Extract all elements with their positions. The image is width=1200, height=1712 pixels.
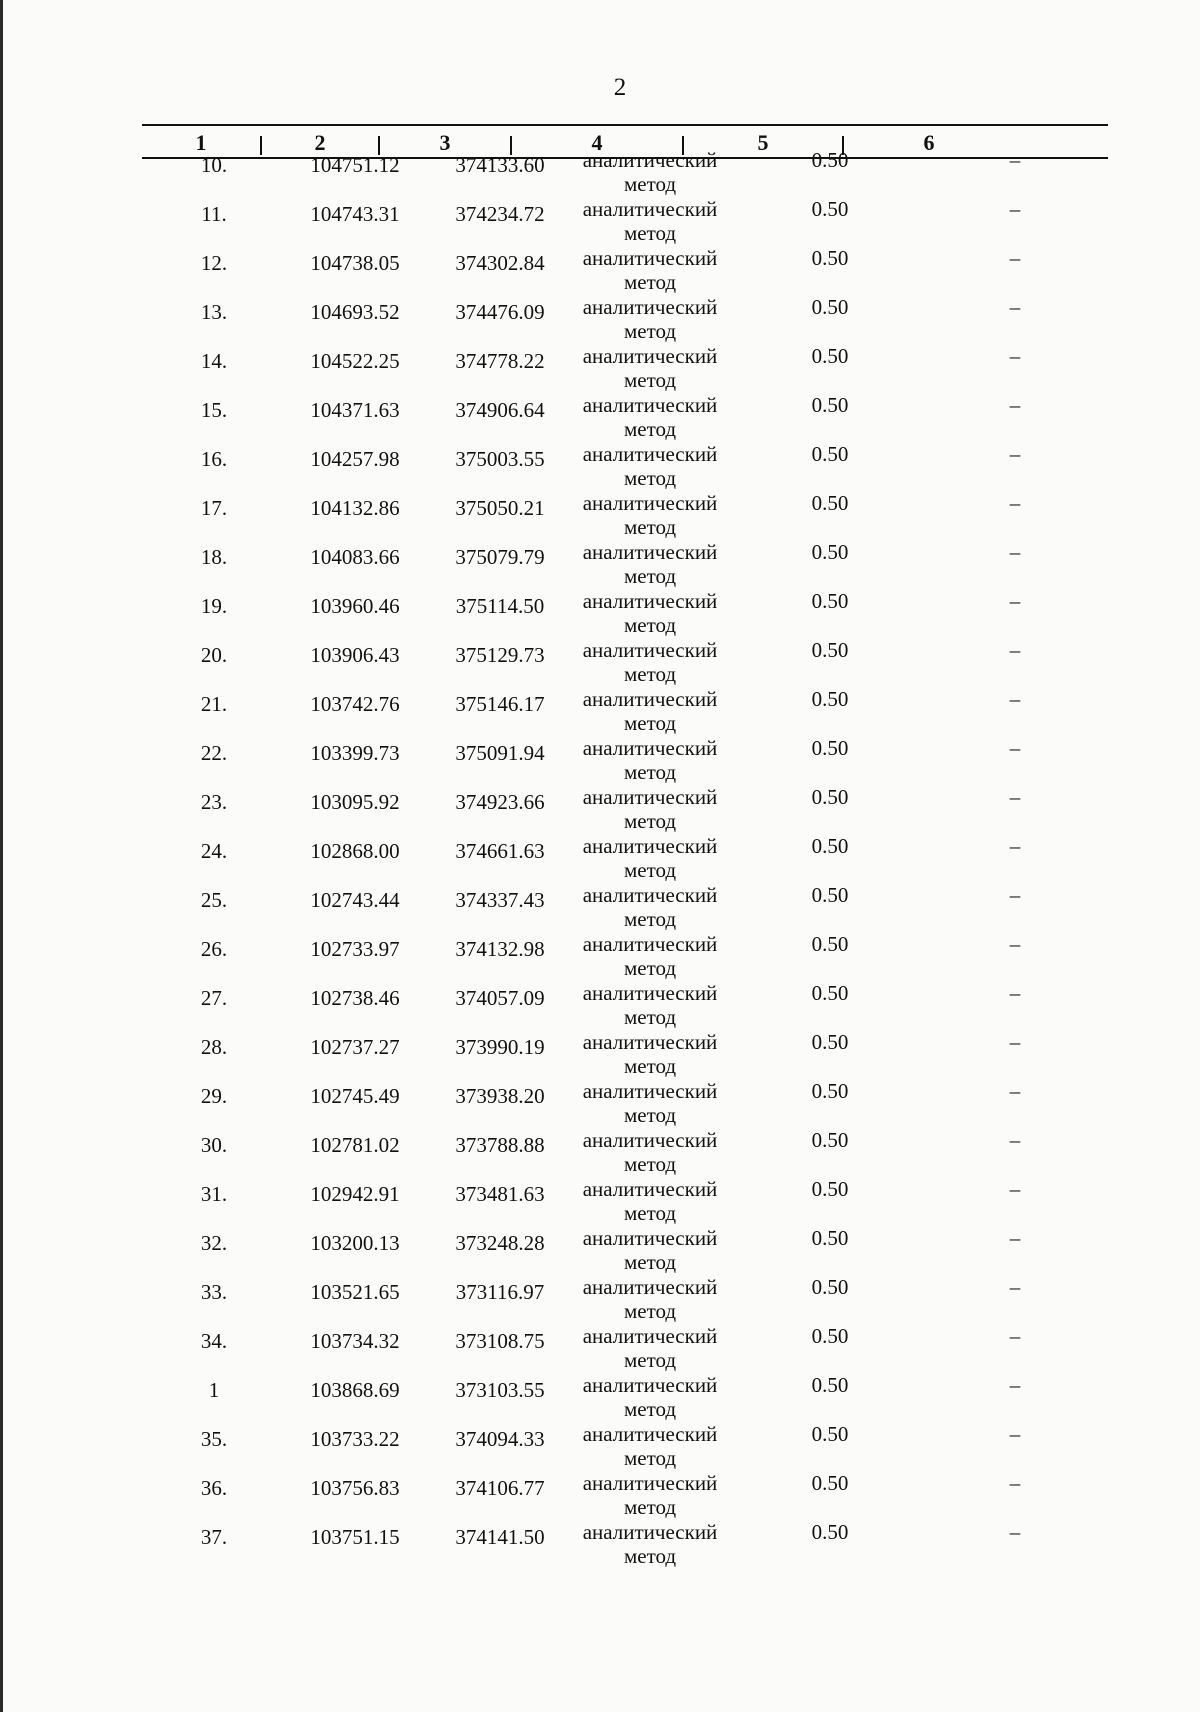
method-cell <box>560 295 740 343</box>
table-row <box>0 1520 1200 1569</box>
method-line-2: метод <box>623 858 677 882</box>
point-number: 29. <box>200 1084 228 1108</box>
point-number: 14. <box>200 349 228 373</box>
coord-x: 102781.02 <box>310 1133 400 1157</box>
accuracy-value: 0.50 <box>811 1324 849 1348</box>
description-dash: – <box>1009 1275 1021 1299</box>
description-dash: – <box>1009 344 1021 368</box>
accuracy-value: 0.50 <box>811 491 849 515</box>
coord-x: 103756.83 <box>310 1476 400 1500</box>
table-row <box>0 148 1200 197</box>
point-number: 37. <box>200 1525 228 1549</box>
description-dash: – <box>1009 295 1021 319</box>
coord-x: 103742.76 <box>310 692 400 716</box>
point-number: 32. <box>200 1231 228 1255</box>
method-line-2: метод <box>623 1446 677 1470</box>
method-line-2: метод <box>623 172 677 196</box>
method-cell <box>560 638 740 686</box>
coord-y: 374778.22 <box>455 349 545 373</box>
method-line-2: метод <box>623 1348 677 1372</box>
method-line-1: аналитический <box>582 834 718 858</box>
coord-y: 374476.09 <box>455 300 545 324</box>
point-number: 36. <box>200 1476 228 1500</box>
method-line-2: метод <box>623 221 677 245</box>
coord-x: 104132.86 <box>310 496 400 520</box>
point-number: 35. <box>200 1427 228 1451</box>
table-row <box>0 442 1200 491</box>
accuracy-value: 0.50 <box>811 1422 849 1446</box>
method-line-1: аналитический <box>582 246 718 270</box>
point-number: 16. <box>200 447 228 471</box>
accuracy-value: 0.50 <box>811 1471 849 1495</box>
table-row <box>0 589 1200 638</box>
description-dash: – <box>1009 540 1021 564</box>
point-number: 30. <box>200 1133 228 1157</box>
coord-y: 373938.20 <box>455 1084 545 1108</box>
method-cell <box>560 491 740 539</box>
coord-x: 103734.32 <box>310 1329 400 1353</box>
method-line-1: аналитический <box>582 1226 718 1250</box>
coord-x: 102743.44 <box>310 888 400 912</box>
accuracy-value: 0.50 <box>811 197 849 221</box>
method-line-2: метод <box>623 1250 677 1274</box>
accuracy-value: 0.50 <box>811 785 849 809</box>
coord-x: 102868.00 <box>310 839 400 863</box>
method-line-2: метод <box>623 907 677 931</box>
method-cell <box>560 148 740 196</box>
accuracy-value: 0.50 <box>811 589 849 613</box>
method-line-2: метод <box>623 564 677 588</box>
table-row <box>0 834 1200 883</box>
description-dash: – <box>1009 1030 1021 1054</box>
method-cell <box>560 1520 740 1568</box>
description-dash: – <box>1009 785 1021 809</box>
description-dash: – <box>1009 687 1021 711</box>
header-col-1: 1 <box>195 130 207 155</box>
method-line-1: аналитический <box>582 197 718 221</box>
table-row <box>0 785 1200 834</box>
method-line-1: аналитический <box>582 1177 718 1201</box>
coord-x: 103095.92 <box>310 790 400 814</box>
method-cell <box>560 687 740 735</box>
table-row <box>0 981 1200 1030</box>
point-number: 12. <box>200 251 228 275</box>
description-dash: – <box>1009 246 1021 270</box>
description-dash: – <box>1009 393 1021 417</box>
method-cell <box>560 442 740 490</box>
point-number: 18. <box>200 545 228 569</box>
method-cell <box>560 344 740 392</box>
coord-x: 103751.15 <box>310 1525 400 1549</box>
method-cell <box>560 785 740 833</box>
method-line-1: аналитический <box>582 883 718 907</box>
point-number: 28. <box>200 1035 228 1059</box>
coord-x: 103200.13 <box>310 1231 400 1255</box>
accuracy-value: 0.50 <box>811 1373 849 1397</box>
coord-y: 375146.17 <box>455 692 545 716</box>
method-line-2: метод <box>623 515 677 539</box>
description-dash: – <box>1009 1128 1021 1152</box>
coord-x: 104738.05 <box>310 251 400 275</box>
method-cell <box>560 1079 740 1127</box>
method-cell <box>560 834 740 882</box>
header-col-2: 2 <box>314 130 326 155</box>
method-line-2: метод <box>623 1201 677 1225</box>
table-row <box>0 344 1200 393</box>
method-cell <box>560 393 740 441</box>
method-line-1: аналитический <box>582 540 718 564</box>
method-line-1: аналитический <box>582 981 718 1005</box>
method-line-1: аналитический <box>582 1128 718 1152</box>
method-cell <box>560 932 740 980</box>
coord-x: 104257.98 <box>310 447 400 471</box>
method-cell <box>560 1177 740 1225</box>
description-dash: – <box>1009 1373 1021 1397</box>
coord-y: 374106.77 <box>455 1476 545 1500</box>
method-line-2: метод <box>623 1397 677 1421</box>
point-number: 17. <box>200 496 228 520</box>
description-dash: – <box>1009 1520 1021 1544</box>
coord-x: 102738.46 <box>310 986 400 1010</box>
description-dash: – <box>1009 834 1021 858</box>
description-dash: – <box>1009 736 1021 760</box>
point-number: 23. <box>200 790 228 814</box>
description-dash: – <box>1009 1422 1021 1446</box>
method-line-2: метод <box>623 1054 677 1078</box>
table-row <box>0 736 1200 785</box>
coord-y: 374923.66 <box>455 790 545 814</box>
table-row <box>0 491 1200 540</box>
description-dash: – <box>1009 883 1021 907</box>
method-cell <box>560 1226 740 1274</box>
description-dash: – <box>1009 442 1021 466</box>
method-line-1: аналитический <box>582 148 718 172</box>
table-row <box>0 393 1200 442</box>
table-row <box>0 246 1200 295</box>
description-dash: – <box>1009 1471 1021 1495</box>
description-dash: – <box>1009 491 1021 515</box>
method-line-1: аналитический <box>582 932 718 956</box>
accuracy-value: 0.50 <box>811 1275 849 1299</box>
method-cell <box>560 981 740 1029</box>
method-line-2: метод <box>623 466 677 490</box>
table-row <box>0 1079 1200 1128</box>
description-dash: – <box>1009 197 1021 221</box>
method-line-1: аналитический <box>582 1079 718 1103</box>
method-line-2: метод <box>623 1495 677 1519</box>
point-number: 25. <box>200 888 228 912</box>
method-line-2: метод <box>623 1299 677 1323</box>
table-row <box>0 638 1200 687</box>
method-line-1: аналитический <box>582 1422 718 1446</box>
method-cell <box>560 883 740 931</box>
coord-x: 103521.65 <box>310 1280 400 1304</box>
method-line-2: метод <box>623 760 677 784</box>
accuracy-value: 0.50 <box>811 638 849 662</box>
coord-y: 375091.94 <box>455 741 545 765</box>
method-cell <box>560 246 740 294</box>
description-dash: – <box>1009 981 1021 1005</box>
accuracy-value: 0.50 <box>811 148 849 172</box>
table-row <box>0 687 1200 736</box>
point-number: 21. <box>200 692 228 716</box>
method-cell <box>560 1030 740 1078</box>
method-cell <box>560 1275 740 1323</box>
method-line-2: метод <box>623 711 677 735</box>
point-number: 26. <box>200 937 228 961</box>
coord-x: 102745.49 <box>310 1084 400 1108</box>
table-row <box>0 932 1200 981</box>
coord-y: 374141.50 <box>455 1525 545 1549</box>
coord-y: 375114.50 <box>455 594 545 618</box>
description-dash: – <box>1009 1079 1021 1103</box>
point-number: 20. <box>200 643 228 667</box>
coord-y: 374057.09 <box>455 986 545 1010</box>
point-number: 13. <box>200 300 228 324</box>
table-row <box>0 1128 1200 1177</box>
header-col-4: 4 <box>591 130 603 155</box>
method-line-2: метод <box>623 956 677 980</box>
coord-x: 103906.43 <box>310 643 400 667</box>
point-number: 15. <box>200 398 228 422</box>
description-dash: – <box>1009 148 1021 172</box>
table-row <box>0 883 1200 932</box>
coord-y: 374302.84 <box>455 251 545 275</box>
coord-x: 102942.91 <box>310 1182 400 1206</box>
method-line-1: аналитический <box>582 785 718 809</box>
method-line-2: метод <box>623 809 677 833</box>
coord-y: 374234.72 <box>455 202 545 226</box>
method-line-1: аналитический <box>582 638 718 662</box>
table-row <box>0 1177 1200 1226</box>
coord-y: 374094.33 <box>455 1427 545 1451</box>
coord-y: 373116.97 <box>455 1280 545 1304</box>
description-dash: – <box>1009 1324 1021 1348</box>
table-row <box>0 1226 1200 1275</box>
table-row <box>0 1422 1200 1471</box>
coord-y: 373990.19 <box>455 1035 545 1059</box>
coord-y: 375129.73 <box>455 643 545 667</box>
method-line-1: аналитический <box>582 295 718 319</box>
accuracy-value: 0.50 <box>811 246 849 270</box>
coord-y: 373103.55 <box>455 1378 545 1402</box>
method-line-1: аналитический <box>582 687 718 711</box>
point-number: 1 <box>208 1378 220 1402</box>
coord-y: 375003.55 <box>455 447 545 471</box>
coord-x: 103399.73 <box>310 741 400 765</box>
coord-x: 104751.12 <box>310 153 400 177</box>
accuracy-value: 0.50 <box>811 1079 849 1103</box>
accuracy-value: 0.50 <box>811 393 849 417</box>
method-line-2: метод <box>623 1005 677 1029</box>
accuracy-value: 0.50 <box>811 1128 849 1152</box>
method-line-2: метод <box>623 270 677 294</box>
point-number: 11. <box>201 202 227 226</box>
table-row <box>0 1324 1200 1373</box>
accuracy-value: 0.50 <box>811 981 849 1005</box>
accuracy-value: 0.50 <box>811 295 849 319</box>
table-row <box>0 1030 1200 1079</box>
method-cell <box>560 589 740 637</box>
description-dash: – <box>1009 932 1021 956</box>
table-row <box>0 1471 1200 1520</box>
method-line-1: аналитический <box>582 1520 718 1544</box>
coord-y: 375050.21 <box>455 496 545 520</box>
method-line-2: метод <box>623 319 677 343</box>
point-number: 31. <box>200 1182 228 1206</box>
accuracy-value: 0.50 <box>811 883 849 907</box>
method-cell <box>560 1324 740 1372</box>
point-number: 24. <box>200 839 228 863</box>
point-number: 34. <box>200 1329 228 1353</box>
accuracy-value: 0.50 <box>811 1226 849 1250</box>
coord-x: 104743.31 <box>310 202 400 226</box>
coord-y: 373248.28 <box>455 1231 545 1255</box>
coord-y: 374132.98 <box>455 937 545 961</box>
coord-y: 374661.63 <box>455 839 545 863</box>
accuracy-value: 0.50 <box>811 1177 849 1201</box>
coord-x: 103960.46 <box>310 594 400 618</box>
coord-x: 102733.97 <box>310 937 400 961</box>
method-cell <box>560 736 740 784</box>
method-line-1: аналитический <box>582 589 718 613</box>
method-cell <box>560 1471 740 1519</box>
point-number: 10. <box>200 153 228 177</box>
coord-x: 104522.25 <box>310 349 400 373</box>
method-line-1: аналитический <box>582 1030 718 1054</box>
accuracy-value: 0.50 <box>811 540 849 564</box>
description-dash: – <box>1009 1177 1021 1201</box>
table-row <box>0 197 1200 246</box>
table-row <box>0 1275 1200 1324</box>
method-line-1: аналитический <box>582 1373 718 1397</box>
method-line-1: аналитический <box>582 1471 718 1495</box>
method-line-1: аналитический <box>582 491 718 515</box>
method-cell <box>560 540 740 588</box>
coord-x: 104371.63 <box>310 398 400 422</box>
method-line-2: метод <box>623 1544 677 1568</box>
method-line-1: аналитический <box>582 344 718 368</box>
page-number: 2 <box>613 74 627 101</box>
accuracy-value: 0.50 <box>811 344 849 368</box>
method-line-2: метод <box>623 1103 677 1127</box>
header-col-6: 6 <box>923 130 935 155</box>
method-line-2: метод <box>623 417 677 441</box>
coord-y: 374906.64 <box>455 398 545 422</box>
description-dash: – <box>1009 589 1021 613</box>
accuracy-value: 0.50 <box>811 736 849 760</box>
method-line-2: метод <box>623 1152 677 1176</box>
table-row <box>0 1373 1200 1422</box>
header-col-3: 3 <box>439 130 451 155</box>
method-line-1: аналитический <box>582 1275 718 1299</box>
accuracy-value: 0.50 <box>811 442 849 466</box>
coord-y: 374337.43 <box>455 888 545 912</box>
accuracy-value: 0.50 <box>811 687 849 711</box>
coord-y: 374133.60 <box>455 153 545 177</box>
point-number: 22. <box>200 741 228 765</box>
point-number: 27. <box>200 986 228 1010</box>
table-row <box>0 540 1200 589</box>
coord-y: 373108.75 <box>455 1329 545 1353</box>
method-line-1: аналитический <box>582 393 718 417</box>
coord-y: 373481.63 <box>455 1182 545 1206</box>
method-line-1: аналитический <box>582 442 718 466</box>
point-number: 33. <box>200 1280 228 1304</box>
method-line-1: аналитический <box>582 1324 718 1348</box>
table-row <box>0 295 1200 344</box>
method-line-2: метод <box>623 662 677 686</box>
accuracy-value: 0.50 <box>811 932 849 956</box>
method-line-2: метод <box>623 613 677 637</box>
description-dash: – <box>1009 1226 1021 1250</box>
method-line-1: аналитический <box>582 736 718 760</box>
accuracy-value: 0.50 <box>811 834 849 858</box>
coord-x: 103868.69 <box>310 1378 400 1402</box>
header-col-5: 5 <box>757 130 769 155</box>
point-number: 19. <box>200 594 228 618</box>
coord-x: 102737.27 <box>310 1035 400 1059</box>
method-cell <box>560 1422 740 1470</box>
method-line-2: метод <box>623 368 677 392</box>
method-cell <box>560 197 740 245</box>
coord-y: 375079.79 <box>455 545 545 569</box>
accuracy-value: 0.50 <box>811 1030 849 1054</box>
coord-x: 104083.66 <box>310 545 400 569</box>
description-dash: – <box>1009 638 1021 662</box>
method-cell <box>560 1128 740 1176</box>
coord-x: 103733.22 <box>310 1427 400 1451</box>
coord-y: 373788.88 <box>455 1133 545 1157</box>
method-cell <box>560 1373 740 1421</box>
accuracy-value: 0.50 <box>811 1520 849 1544</box>
coord-x: 104693.52 <box>310 300 400 324</box>
